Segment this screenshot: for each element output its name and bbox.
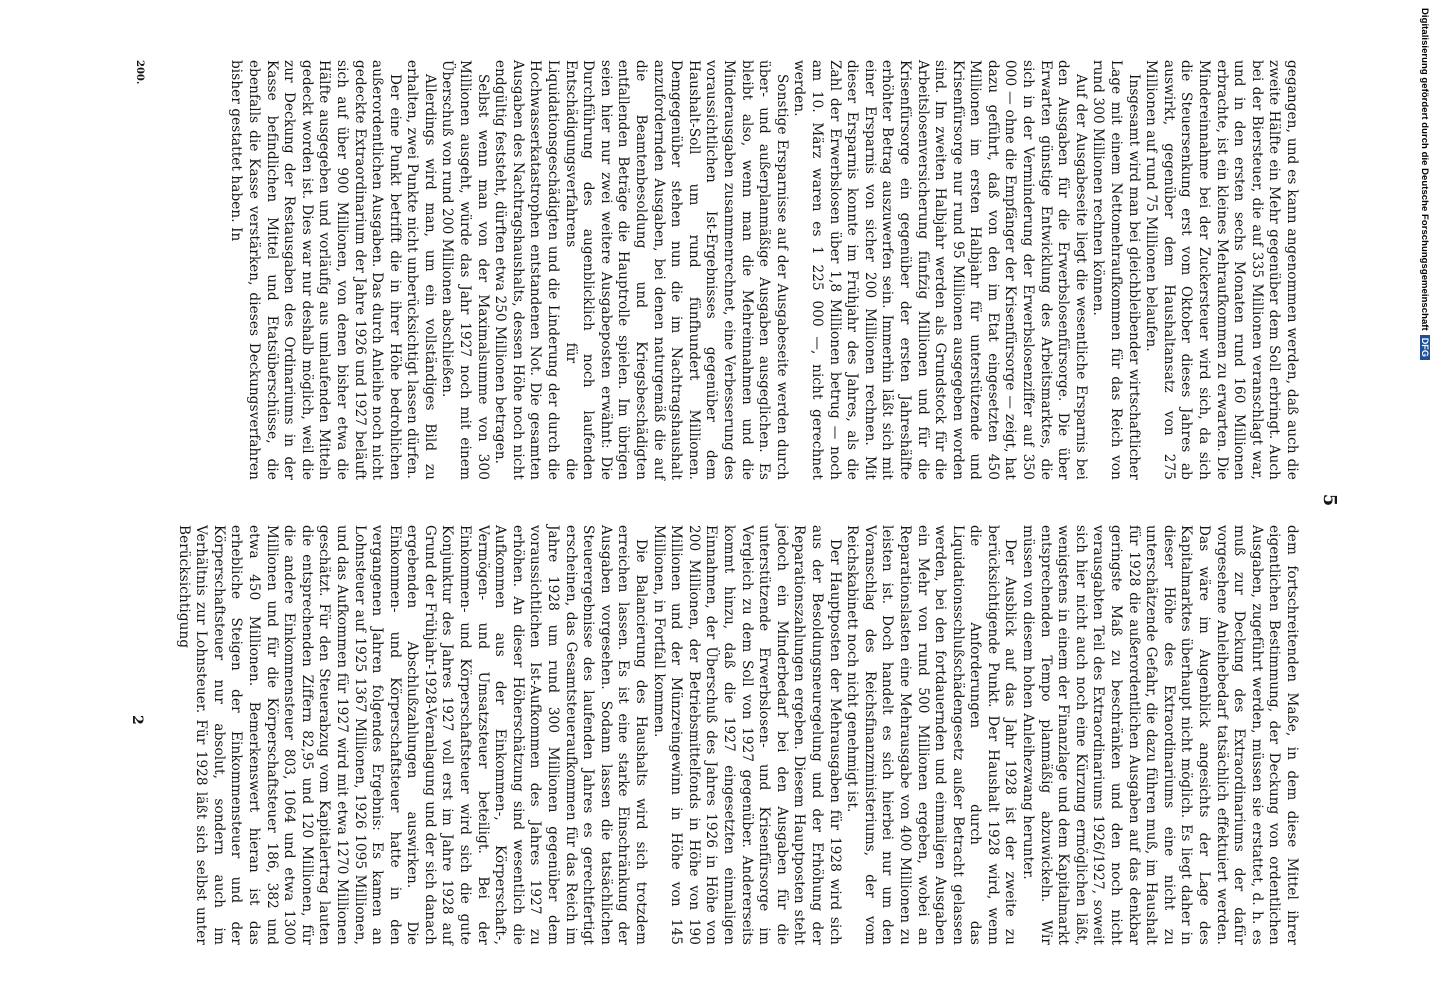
paragraph: gegangen, und es kann angenommen werden, daß auch die zweite Hälfte ein Mehr gegenüber dem Soll erbringt. Auch bei der Biersteuer, die auf 335 Millionen veranschlagt war, und in den ersten sechs Monaten rund 160 Millionen erbrachte, ist ein kleines Mehraufkommen zu erwarten. Die Mindereinnahme bei der Zuckersteuer wird sich, da sich die Steuersenkung erst vom Oktober dieses Jahres ab auswirkt, gegenüber dem Haushaltansatz von 275 Millionen auf rund 75 Millionen belaufen. <box>1143 60 1300 480</box>
paragraph: Die Balancierung des Haushalts wird sich trotzdem erreichen lassen. Es ist eine starke Einschränkung der Ausgaben vorgesehen. Sodann lassen die tatsächlichen Steuerergebnisse des laufenden Jahres es gerechtfertigt erscheinen, das Gesamtsteueraufkommen für das Reich im Jahre 1928 um rund 300 Millionen gegenüber dem voraussichtlichen Ist-Aufkommen des Jahres 1927 zu erhöhen. An dieser Höherschätzung sind wesentlich die Aufkommen aus der Einkommen-, Körperschaft-, Vermögen- und Umsatzsteuer beteiligt. Bei der Einkommen- und Körperschaftsteuer wird sich die gute Konjunktur des Jahres 1927 voll erst im Jahre 1928 auf Grund der Frühjahr-1928-Veranlagung und der sich danach ergebenden Abschlußzahlungen auswirken. Die Einkommen- und Körperschaftsteuer hatte in den vergangenen Jahren folgendes Ergebnis: Es kamen an Lohnsteuer auf 1925 1367 Millionen, 1926 1095 Millionen, und das Aufkommen für 1927 wird mit etwa 1270 Millionen geschätzt. Für den Steuerabzug vom Kapitalertrag lauten die entsprechenden Ziffern 82,95 und 120 Millionen, für die andere Einkommensteuer 803, 1064 und etwa 1300 Millionen und für die Körperschaftsteuer 186, 382 und etwa 450 Millionen. Bemerkenswert hieran ist das erhebliche Steigen der Einkommensteuer und der Körperschaftsteuer nur absolut, sondern auch im Verhältnis zur Lohnsteuer. Für 1928 läßt sich selbst unter Berücksichtigung <box>175 525 650 945</box>
header-page-number: 5 <box>1319 493 1340 507</box>
dfg-logo: DFG <box>1420 335 1430 360</box>
credit-line: Digitalisierung gefördert durch die Deutsche Forschungsgemeinschaft <box>1419 8 1430 331</box>
paragraph: Allerdings wird man, um ein vollständiges Bild zu erhalten, zwei Punkte nicht unberücksichtigt lassen dürfen. <box>404 60 438 480</box>
footer-page-number: 2 <box>129 715 145 725</box>
paragraph: Der Hauptposten der Mehrausgaben für 1928 wird sich aus der Besoldungsneuregelung und der Erhöhung der Reparationszahlungen ergeben. Diesem Hauptposten steht jedoch ein Minderbedarf bei den Ausgaben für die unterstützende Erwerbslosen- und Krisenfürsorge im Vergleich zu dem Soll von 1927 gegenüber. Andererseits kommt hinzu, daß die 1927 eingesetzten einmaligen Einnahmen, der Überschuß des Jahres 1926 in Höhe von 200 Millionen, der Betriebsmittelfonds in Höhe von 190 Millionen und der Münzreingewinn in Höhe von 145 Millionen, in Fortfall kommen. <box>650 525 843 945</box>
left-column <box>227 60 1300 480</box>
paragraph: dem fortschreitenden Maße, in dem diese Mittel ihrer eigentlichen Bestimmung, der Deckung von ordentlichen Ausgaben, zugeführt werden, müssen sie erstattet, d. h. es muß zur Deckung des Extraordinariums der dafür vorgesehene Anleihebedarf tatsächlich effektuiert werden. Das wäre im Augenblick angesichts der Lage des Kapitalmarktes überhaupt nicht möglich. Es liegt daher in dieser Höhe des Extraordinariums eine nicht zu unterschätzende Gefahr, die dazu führen muß, im Haushalt für 1928 die außerordentlichen Ausgaben auf das denkbar geringste Maß zu beschränken und den noch nicht verausgabten Teil des Extraordinariums 1926/1927, soweit sich hier nicht auch noch eine Kürzung ermöglichen läßt, wenigstens in einem der Finanzlage und dem Kapitalmarkt entsprechenden Tempo planmäßig abzuwickeln. Wir müssen von diesem hohen Anleihezwang herunter. <box>1020 525 1300 945</box>
digitization-credit <box>1416 8 1432 988</box>
right-column <box>174 525 1300 945</box>
paragraph: Auf der Ausgabeseite liegt die wesentliche Ersparnis bei den Ausgaben für die Erwerbslosenfürsorge. Die über Erwarten günstige Entwicklung des Arbeitsmarktes, die sich in der Verminderung der Erwerbslosenziffer auf 350 000 — ohne die Empfänger der Krisenfürsorge — zeigt, hat dazu geführt, daß von den im Etat eingesetzten 450 Millionen im ersten Halbjahr für unterstützende und Krisenfürsorge nur rund 95 Millionen ausgegeben worden sind. Im zweiten Halbjahr werden als Grundstock für die Arbeitslosenversicherung fünfzig Millionen und für die Krisenfürsorge ein gegenüber der ersten Jahreshälfte erhöhter Betrag auszuwerfen sein. Immerhin läßt sich mit einer Ersparnis von sicher 200 Millionen rechnen. Mit dieser Ersparnis konnte im Frühjahr des Jahres, als die Zahl der Erwerbslosen über 1,8 Millionen betrug — noch am 10. März waren es 1 225 000 —, nicht gerechnet werden. <box>791 60 1089 480</box>
paragraph: Insgesamt wird man bei gleichbleibender wirtschaftlicher Lage mit einem Nettomehraufkommen für das Reich von rund 300 Millionen rechnen können. <box>1090 60 1142 481</box>
paragraph: Der eine Punkt betrifft die in ihrer Höhe bedrohlichen außerordentlichen Ausgaben. Das durch Anleihe noch nicht gedeckte Extraordinarium der Jahre 1926 und 1927 beläuft sich auf über 900 Millionen, von denen bisher etwa die Hälfte ausgegeben und vorläufig aus umlaufenden Mitteln gedeckt worden ist. Dies war nur deshalb möglich, weil die zur Deckung der Restausgaben des Ordinariums in der Kasse befindlichen Mittel und Etatsüberschüsse, die ebenfalls die Kasse verstärken, dieses Deckungsverfahren bisher gestattet haben. In <box>228 60 403 480</box>
sheet-number: 200. <box>134 60 145 85</box>
paragraph: Sonstige Ersparnisse auf der Ausgabeseite werden durch über- und außerplanmäßige Ausgaben ausgeglichen. Es bleibt also, wenn man die Mehreinnahmen und die Minderausgaben zusammenrechnet, eine Verbesserung des voraussichtlichen Ist-Ergebnisses gegenüber dem Haushalt-Soll um rund fünfhundert Millionen. Demgegenüber stehen nun die im Nachtragshaushalt anzufordernden Ausgaben, bei denen naturgemäß die auf die Beamtenbesoldung und Kriegsbeschädigten entfallenden Beträge die Hauptrolle spielen. Im übrigen seien hier nur zwei weitere Ausgabeposten erwähnt: Die Durchführung des augenblicklich noch laufenden Entschädigungsverfahrens für die Liquidationsgeschädigten und die Linderung der durch die Hochwasserkatastrophen entstandenen Not. Die gesamten Ausgaben des Nachtragshaushalts, dessen Höhe noch nicht endgültig feststeht, dürften etwa 250 Millionen betragen. <box>492 60 790 480</box>
rotated-page <box>100 60 1340 960</box>
paragraph: Selbst wenn man von der Maximalsumme von 300 Millionen ausgeht, würde das Jahr 1927 noch mit einem Überschuß von rund 200 Millionen abschließen. <box>439 60 491 480</box>
credit-line-container <box>1419 8 1430 360</box>
paragraph: Der Ausblick auf das Jahr 1928 ist der zweite zu berücksichtigende Punkt. Der Haushalt 1928 wird, wenn die Anforderungen durch das Liquidationsschlußschädengesetz außer Betracht gelassen werden, bei den fortdauernden und einmaligen Ausgaben ein Mehr von rund 500 Millionen ergeben, wobei an Reparationslasten eine Mehrausgabe von 400 Millionen zu leisten ist. Doch handelt es sich hierbei nur um den Voranschlag des Reichsfinanzministeriums, der vom Reichskabinett noch nicht genehmigt ist. <box>844 525 1019 945</box>
